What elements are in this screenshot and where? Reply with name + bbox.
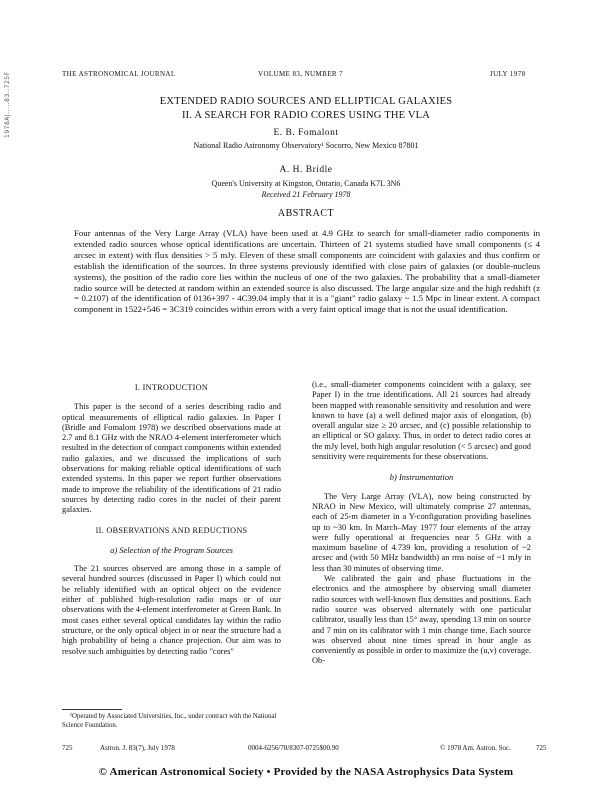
paragraph: (i.e., small-diameter components coincident with a galaxy, see Paper I) in the true identifications. All 21 sources had already been mapped with reasonable sensitivity and resolution and were known to have (a) a well defined major axis of elongation, (b) overall angular size ≥ 20 arcsec, and (c) possible relationship to an elliptical or SO galaxy. Thus, in order to detect radio cores at the mJy level, both high angular resolution (< 5 arcsec) and good sensitivity were requirements for these observations. (312, 380, 531, 462)
author-name: E. B. Fomalont (273, 128, 339, 138)
abstract-text: Four antennas of the Very Large Array (VLA) have been used at 4.9 GHz to search for small-diameter radio components in extended radio sources whose optical identifications are uncertain. Thirteen of 21 systems studied have small components (≤ 4 arcsec in extent) with flux densities > 5 mJy. Eleven of these small components are coincident with galaxies and thus confirm or establish the identification of the sources. In three systems previously identified with close pairs of galaxies (or double-nucleus systems), the position of the radio core lies within the nucleus of one of the two galaxies. The probability that a small-diameter radio source will be detected at random within an extended source is also discussed. The large angular size and the high redshift (z = 0.2107) of the identification of 0136+397 - 4C39.04 imply that it is a "giant" radio galaxy ~ 1.5 Mpc in linear extent. A compact component in 1522+546 = 3C319 coincides within errors with a very faint optical image that is not the usual identification. (74, 228, 540, 315)
received-date: Received 21 February 1978 (261, 190, 351, 199)
footnote-rule (62, 709, 122, 710)
footnote: ¹Operated by Associated Universities, Inc., under contract with the National Science Foundation. (62, 713, 277, 729)
section-heading: I. INTRODUCTION (134, 383, 209, 392)
page-number: 725 (62, 744, 73, 752)
abstract-heading: ABSTRACT (277, 208, 335, 219)
running-head-date: JULY 1978 (490, 70, 526, 78)
paragraph: We calibrated the gain and phase fluctuations in the electronics and the atmosphere by observing small diameter radio sources with well-known flux densities and positions. Each radio source was observed alternately with one particular calibrator, usually less than 15° away, spending 13 min on source and 7 min on its calibrator with 1 min change time. Each source was observed about nine times spread in hour angle as conveniently as possible in order to maximize the (u,v) coverage. Ob- (312, 574, 531, 666)
running-head-journal: THE ASTRONOMICAL JOURNAL (62, 70, 176, 78)
section-heading: II. OBSERVATIONS AND REDUCTIONS (95, 525, 248, 535)
ads-credit-line: © American Astronomical Society • Provided by the NASA Astrophysics Data System (98, 766, 514, 778)
article-code: 0004-6256/78/8307-0725$00.90 (248, 744, 339, 752)
author-name: A. H. Bridle (279, 165, 333, 175)
paragraph: The Very Large Array (VLA), now being constructed by NRAO in New Mexico, will ultimately comprise 27 antennas, each of 25-m diameter in a Y-configuration providing baselines up to ~30 km. In March–May 1977 four elements of the array were fully operational at frequencies near 5 GHz with a maximum baseline of 4.739 km, providing a resolution of ~2 arcsec and (with 50 MHz bandwidth) an rms noise of ~1 mJy in less than 30 minutes of observing time. (312, 491, 531, 573)
subsection-heading: b) Instrumentation (389, 472, 454, 483)
subsection-heading: a) Selection of the Program Sources (110, 544, 233, 555)
journal-citation: Astron. J. 83(7), July 1978 (100, 744, 175, 752)
paper-title-line1: EXTENDED RADIO SOURCES AND ELLIPTICAL GALAXIES (159, 96, 453, 107)
author-affiliation: Queen's University at Kingston, Ontario, Canada K7L 3N6 (211, 179, 401, 188)
page-number: 725 (536, 744, 547, 752)
paragraph: This paper is the second of a series describing radio and optical measurements of elliptical radio galaxies. In Paper I (Bridle and Fomalont 1978) we described observations made at 2.7 and 8.1 GHz with the NRAO 4-element interferometer which resulted in the detection of compact components within extended radio galaxies, and we discussed the implications of such observations for making reliable optical identifications of such extended systems. In this paper we report further observations made to improve the reliability of the identifications of 21 radio sources by detecting radio cores in the nuclei of their parent galaxies. (62, 402, 281, 515)
right-column (312, 380, 531, 667)
left-column (62, 383, 281, 657)
bibcode-stamp: 1978AJ.....83..725F (4, 71, 11, 138)
copyright-notice: © 1978 Am. Astron. Soc. (440, 744, 511, 752)
author-affiliation: National Radio Astronomy Observatory¹ Socorro, New Mexico 87801 (193, 141, 419, 150)
paper-title-line2: II. A SEARCH FOR RADIO CORES USING THE VLA (181, 110, 431, 121)
paragraph: The 21 sources observed are among those in a sample of several hundred sources (discussed in Paper I) which could not be reliably identified with an optical object on the evidence either of published high-resolution radio maps or of our observations with the 4-element interferometer at Green Bank. In most cases either several optical candidates lay within the radio structure, or the only optical object in or near the structure had a high probability of being a chance projection. Our aim was to resolve such ambiguities by detecting radio "cores" (62, 564, 281, 656)
running-head-volume: VOLUME 83, NUMBER 7 (258, 70, 343, 78)
